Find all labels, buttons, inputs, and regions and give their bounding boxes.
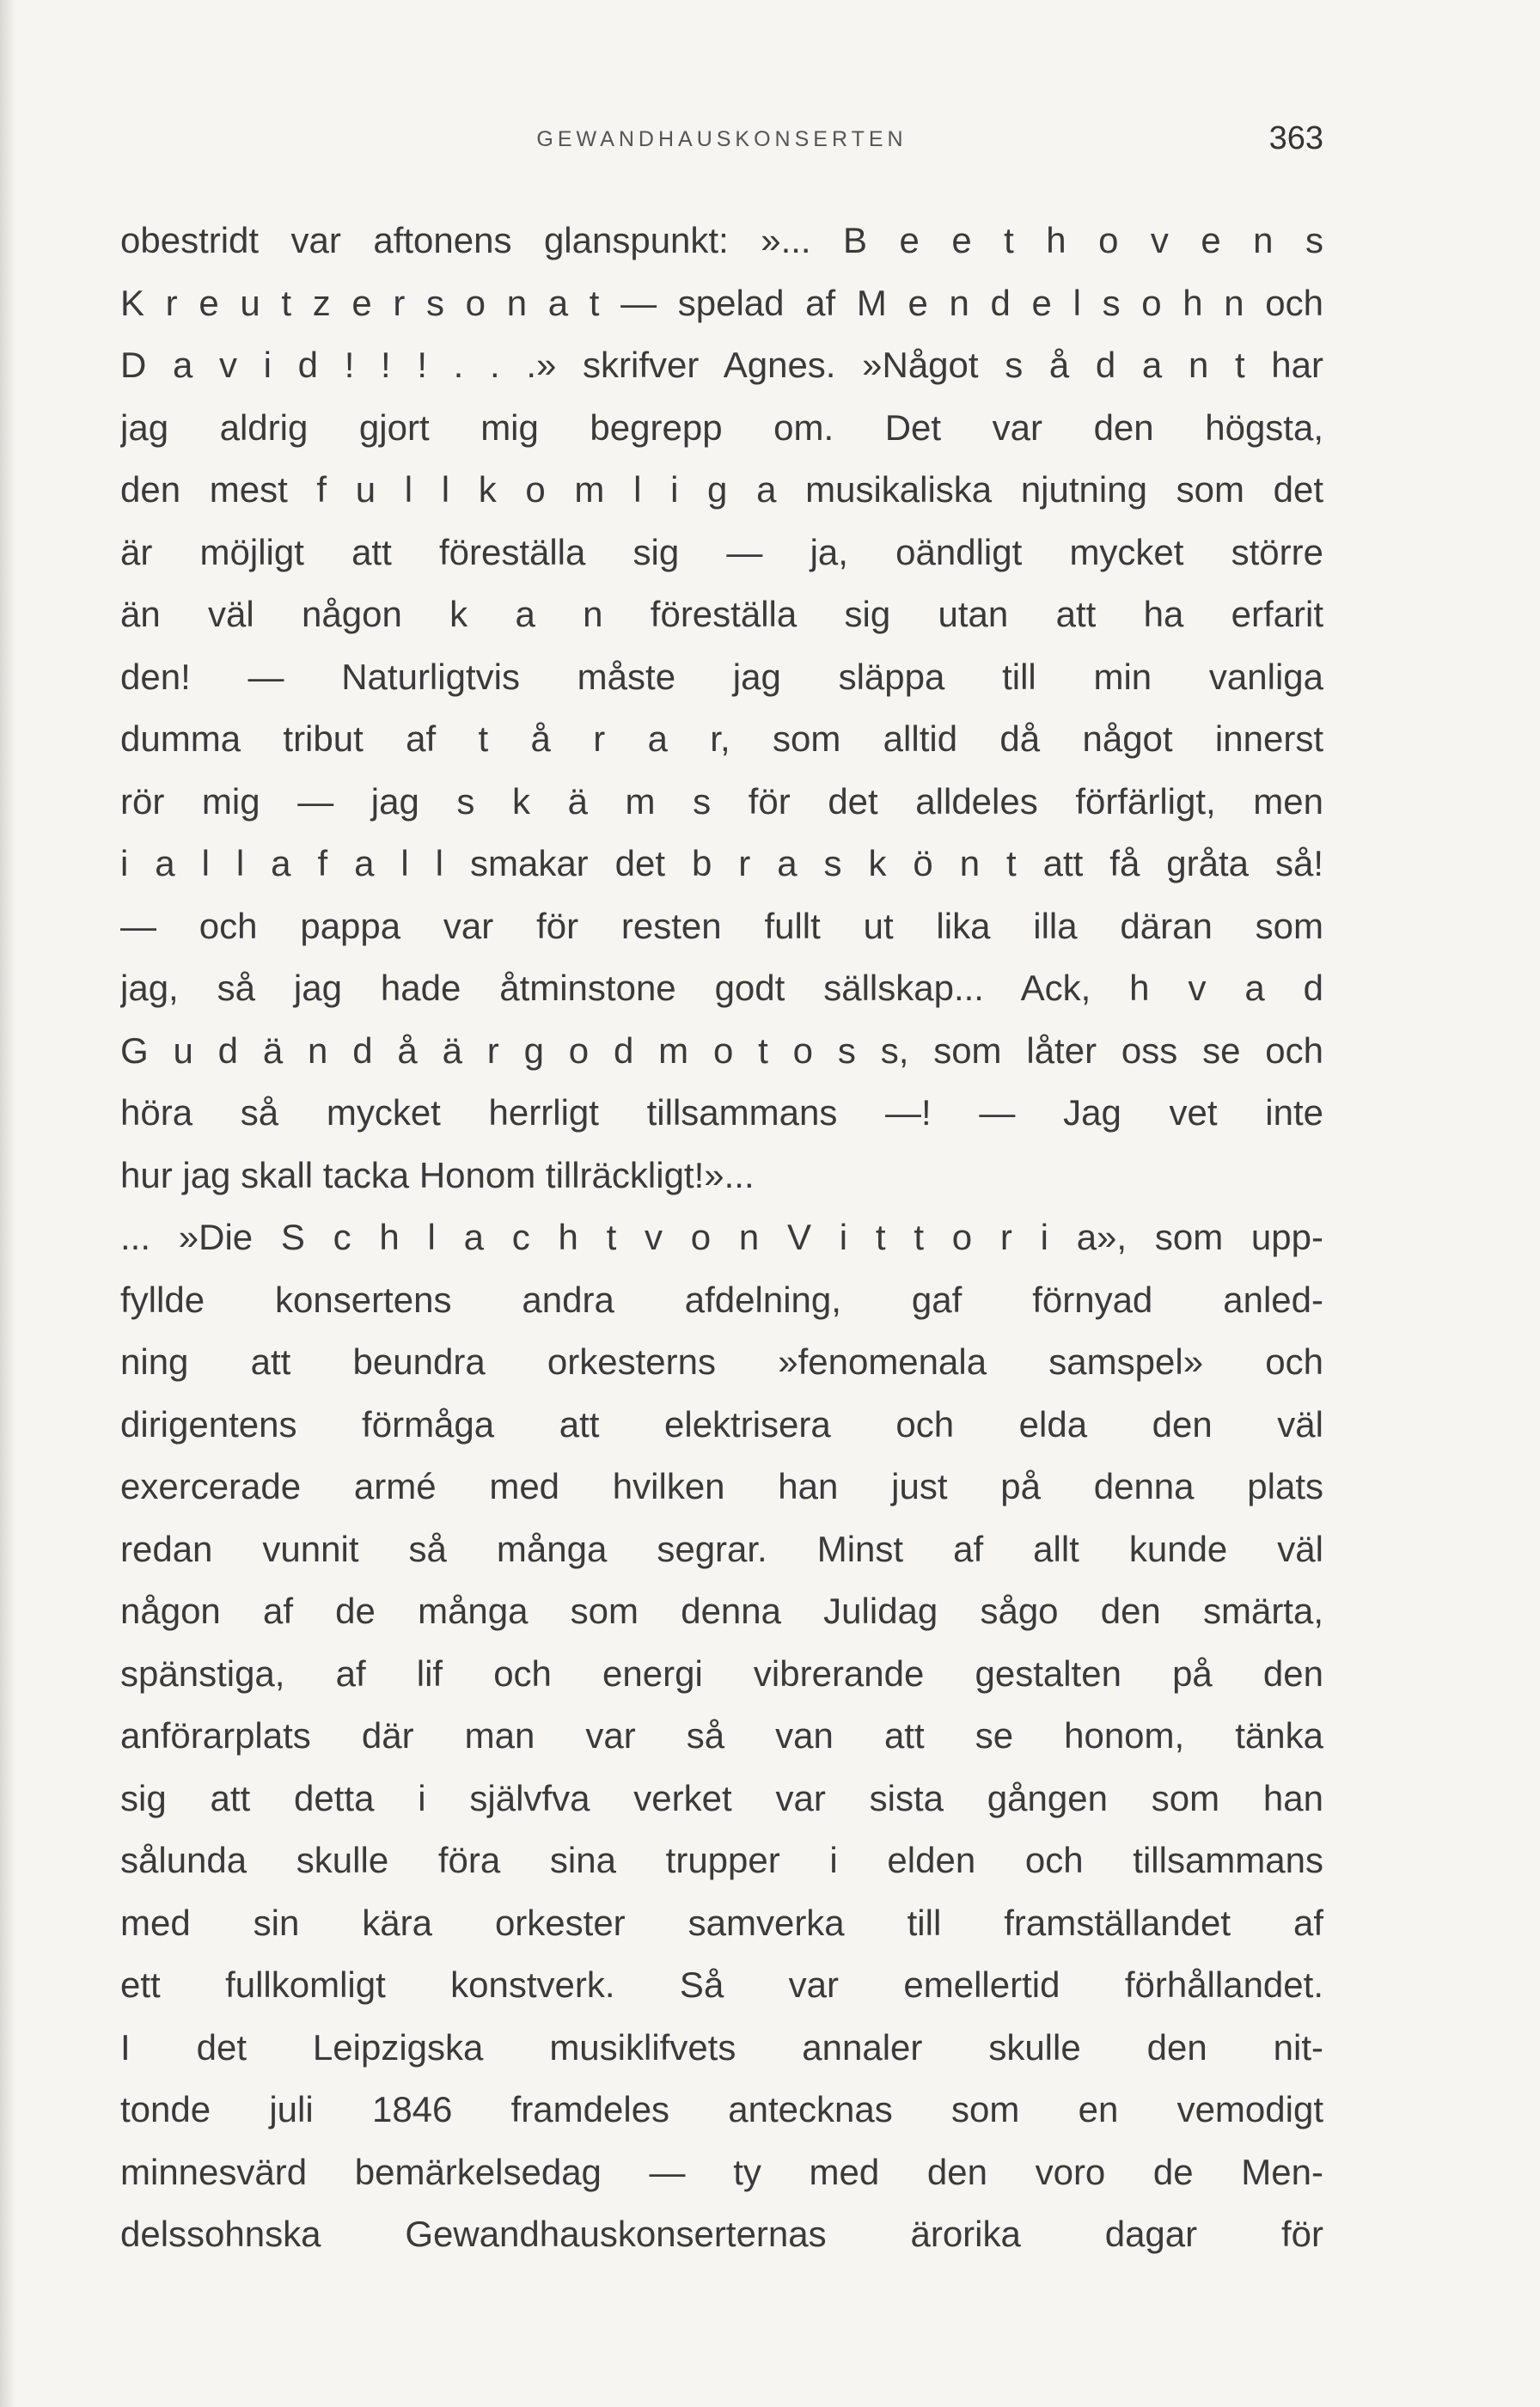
text-line: D a v i d ! ! ! . . .» skrifver Agnes. »Något s å d a n t har bbox=[120, 345, 1323, 385]
text-line: fyllde konsertens andra afdelning, gaf förnyad anled- bbox=[120, 1279, 1323, 1320]
text-line: sålunda skulle föra sina trupper i elden och tillsammans bbox=[120, 1840, 1323, 1880]
running-title: GEWANDHAUSKONSERTEN bbox=[536, 127, 908, 151]
text-line: exercerade armé med hvilken han just på denna plats bbox=[120, 1466, 1323, 1506]
text-line: — och pappa var för resten fullt ut lika illa däran som bbox=[120, 905, 1323, 946]
text-line: rör mig — jag s k ä m s för det alldeles förfärligt, men bbox=[120, 780, 1323, 822]
text-line: någon af de många som denna Julidag sågo den smärta, bbox=[120, 1591, 1323, 1631]
text-line: redan vunnit så många segrar. Minst af allt kunde väl bbox=[120, 1528, 1323, 1569]
text-line: spänstiga, af lif och energi vibrerande gestalten på den bbox=[120, 1653, 1323, 1694]
text-line: dirigentens förmåga att elektrisera och elda den väl bbox=[120, 1403, 1323, 1445]
text-line: obestridt var aftonens glanspunkt: »... B e e t h o v e n s bbox=[120, 220, 1323, 260]
text-line: G u d ä n d å ä r g o d m o t o s s, som låter oss se och bbox=[120, 1029, 1323, 1071]
text-line: i a l l a f a l l smakar det b r a s k ö n t att få gråta så! bbox=[120, 843, 1323, 883]
running-head bbox=[120, 120, 1323, 172]
text-line: ... »Die S c h l a c h t v o n V i t t o r i a», som upp- bbox=[120, 1217, 1323, 1257]
text-line: den! — Naturligtvis måste jag släppa till min vanliga bbox=[120, 656, 1323, 697]
page-number: 363 bbox=[1268, 120, 1323, 156]
text-line: dumma tribut af t å r a r, som alltid då något innerst bbox=[120, 718, 1323, 759]
text-line: än väl någon k a n föreställa sig utan att ha erfarit bbox=[120, 594, 1323, 634]
text-line: delssohnska Gewandhauskonserternas ärorika dagar för bbox=[120, 2214, 1323, 2254]
text-line: sig att detta i självfva verket var sista gången som han bbox=[120, 1777, 1323, 1818]
binding-shadow bbox=[0, 0, 15, 2407]
text-line: höra så mycket herrligt tillsammans —! — Jag vet inte bbox=[120, 1092, 1323, 1133]
text-line: hur jag skall tacka Honom tillräckligt!»... bbox=[120, 1154, 755, 1195]
text-line: med sin kära orkester samverka till framställandet af bbox=[120, 1902, 1323, 1943]
text-line: jag, så jag hade åtminstone godt sällskap... Ack, h v a d bbox=[120, 968, 1323, 1008]
text-line: anförarplats där man var så van att se honom, tänka bbox=[120, 1715, 1323, 1756]
text-line: minnesvärd bemärkelsedag — ty med den voro de Men- bbox=[120, 2151, 1323, 2192]
text-line: jag aldrig gjort mig begrepp om. Det var den högsta, bbox=[120, 406, 1323, 448]
text-line: ning att beundra orkesterns »fenomenala samspel» och bbox=[120, 1341, 1323, 1382]
body-text bbox=[120, 210, 1323, 2266]
text-line: I det Leipzigska musiklifvets annaler skulle den nit- bbox=[120, 2026, 1323, 2068]
text-line: tonde juli 1846 framdeles antecknas som en vemodigt bbox=[120, 2089, 1323, 2129]
text-line: ett fullkomligt konstverk. Så var emellertid förhållandet. bbox=[120, 1964, 1323, 2005]
text-line: den mest f u l l k o m l i g a musikaliska njutning som det bbox=[120, 469, 1323, 510]
text-line: K r e u t z e r s o n a t — spelad af M e n d e l s o h n och bbox=[120, 282, 1323, 323]
text-line: är möjligt att föreställa sig — ja, oändligt mycket större bbox=[120, 531, 1323, 572]
